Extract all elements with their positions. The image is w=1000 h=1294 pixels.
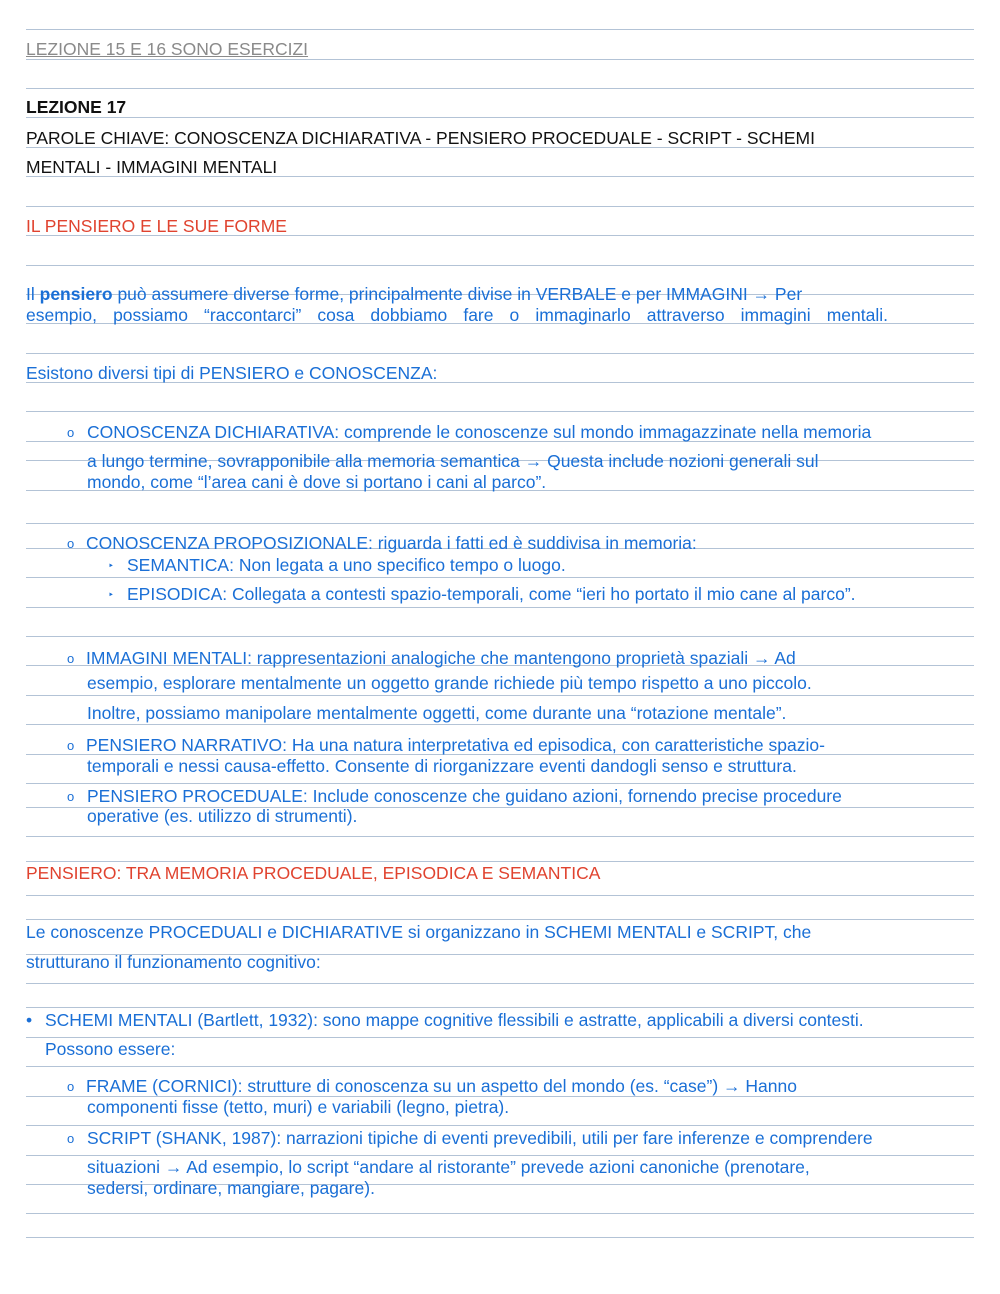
rule-line	[26, 353, 974, 354]
item-immagini-line-1: IMMAGINI MENTALI: rappresentazioni analogiche che mantengono proprietà spaziali → Ad	[86, 648, 796, 668]
rule-line	[26, 1155, 974, 1156]
intro-rest: può assumere diverse forme, principalmente divise in VERBALE e per IMMAGINI → Per	[112, 284, 803, 304]
rule-line	[26, 607, 974, 608]
section2-intro-line-1: Le conoscenze PROCEDUALI e DICHIARATIVE si organizzano in SCHEMI MENTALI e SCRIPT, che	[26, 922, 812, 942]
triangle-bullet-icon: ‣	[108, 561, 114, 572]
circle-bullet-icon: o	[67, 536, 75, 551]
intro-pre: Il	[26, 284, 40, 304]
item-dichiarativa-line-1: CONOSCENZA DICHIARATIVA: comprende le conoscenze sul mondo immagazzinate nella memoria	[87, 422, 872, 442]
header-note: LEZIONE 15 E 16 SONO ESERCIZI	[26, 39, 309, 59]
rule-line	[26, 523, 974, 524]
section2-intro-line-2: strutturano il funzionamento cognitivo:	[26, 952, 321, 972]
rule-line	[26, 1066, 974, 1067]
rule-line	[26, 265, 974, 266]
rule-line	[26, 836, 974, 837]
keywords-line-2: MENTALI - IMMAGINI MENTALI	[26, 157, 278, 177]
rule-line	[26, 577, 974, 578]
rule-line	[26, 411, 974, 412]
item-frame-line-1: FRAME (CORNICI): strutture di conoscenza su un aspetto del mondo (es. “case”) → Hanno	[86, 1076, 797, 1096]
rule-line	[26, 1213, 974, 1214]
item-narrativo-line-2: temporali e nessi causa-effetto. Consente di riorganizzare eventi dandogli senso e struttura.	[87, 756, 797, 776]
item-narrativo-line-1: PENSIERO NARRATIVO: Ha una natura interpretativa ed episodica, con caratteristiche spazio-	[86, 735, 825, 755]
keywords-line-1: PAROLE CHIAVE: CONOSCENZA DICHIARATIVA - PENSIERO PROCEDUALE - SCRIPT - SCHEMI	[26, 128, 815, 148]
rule-line	[26, 1037, 974, 1038]
subitem-semantica: SEMANTICA: Non legata a uno specifico tempo o luogo.	[127, 555, 566, 575]
bullet-schemi-line-2: Possono essere:	[45, 1039, 176, 1059]
rule-line	[26, 724, 974, 725]
intro-bold-pensiero: pensiero	[39, 284, 113, 304]
circle-bullet-icon: o	[67, 1131, 75, 1146]
item-dichiarativa-line-2: a lungo termine, sovrapponibile alla memoria semantica → Questa include nozioni generali sul	[87, 451, 819, 471]
circle-bullet-icon: o	[67, 789, 75, 804]
subitem-episodica: EPISODICA: Collegata a contesti spazio-temporali, come “ieri ho portato il mio cane al parco”.	[127, 584, 856, 604]
rule-line	[26, 895, 974, 896]
item-frame-line-2: componenti fisse (tetto, muri) e variabili (legno, pietra).	[87, 1097, 510, 1117]
item-dichiarativa-line-3: mondo, come “l’area cani è dove si portano i cani al parco”.	[87, 472, 547, 492]
rule-line	[26, 1007, 974, 1008]
rule-line	[26, 695, 974, 696]
intro-paragraph-line-2: esempio, possiamo “raccontarci” cosa dobbiamo fare o immaginarlo attraverso immagini mentali.	[26, 305, 888, 325]
rule-line	[26, 117, 974, 118]
item-script-line-1: SCRIPT (SHANK, 1987): narrazioni tipiche di eventi prevedibili, utili per fare inferenze e comprendere	[87, 1128, 873, 1148]
rule-line	[26, 59, 974, 60]
circle-bullet-icon: o	[67, 651, 75, 666]
circle-bullet-icon: o	[67, 425, 75, 440]
section-heading-memoria: PENSIERO: TRA MEMORIA PROCEDUALE, EPISODICA E SEMANTICA	[26, 863, 601, 883]
rule-line	[26, 1125, 974, 1126]
lesson-title: LEZIONE 17	[26, 97, 127, 117]
item-proposizionale: CONOSCENZA PROPOSIZIONALE: riguarda i fatti ed è suddivisa in memoria:	[86, 533, 697, 553]
intro-paragraph-line-1	[26, 284, 802, 304]
types-intro: Esistono diversi tipi di PENSIERO e CONOSCENZA:	[26, 363, 438, 383]
rule-line	[26, 861, 974, 862]
circle-bullet-icon: o	[67, 738, 75, 753]
rule-line	[26, 88, 974, 89]
rule-line	[26, 783, 974, 784]
section-heading-forme: IL PENSIERO E LE SUE FORME	[26, 216, 287, 236]
item-script-line-2: situazioni → Ad esempio, lo script “andare al ristorante” prevede azioni canoniche (prenotare,	[87, 1157, 810, 1177]
bullet-schemi-line-1: SCHEMI MENTALI (Bartlett, 1932): sono mappe cognitive flessibili e astratte, applicabili a diversi contesti.	[45, 1010, 864, 1030]
circle-bullet-icon: o	[67, 1079, 75, 1094]
rule-line	[26, 1237, 974, 1238]
rule-line	[26, 919, 974, 920]
item-proceduale-line-1: PENSIERO PROCEDUALE: Include conoscenze che guidano azioni, fornendo precise procedure	[87, 786, 842, 806]
item-immagini-line-3: Inoltre, possiamo manipolare mentalmente oggetti, come durante una “rotazione mentale”.	[87, 703, 787, 723]
rule-line	[26, 983, 974, 984]
rule-line	[26, 636, 974, 637]
rule-line	[26, 206, 974, 207]
item-script-line-3: sedersi, ordinare, mangiare, pagare).	[87, 1178, 375, 1198]
rule-line	[26, 29, 974, 30]
item-proceduale-line-2: operative (es. utilizzo di strumenti).	[87, 806, 358, 826]
triangle-bullet-icon: ‣	[108, 590, 114, 601]
disc-bullet-icon: •	[26, 1010, 33, 1030]
item-immagini-line-2: esempio, esplorare mentalmente un oggetto grande richiede più tempo rispetto a uno piccolo.	[87, 673, 812, 693]
